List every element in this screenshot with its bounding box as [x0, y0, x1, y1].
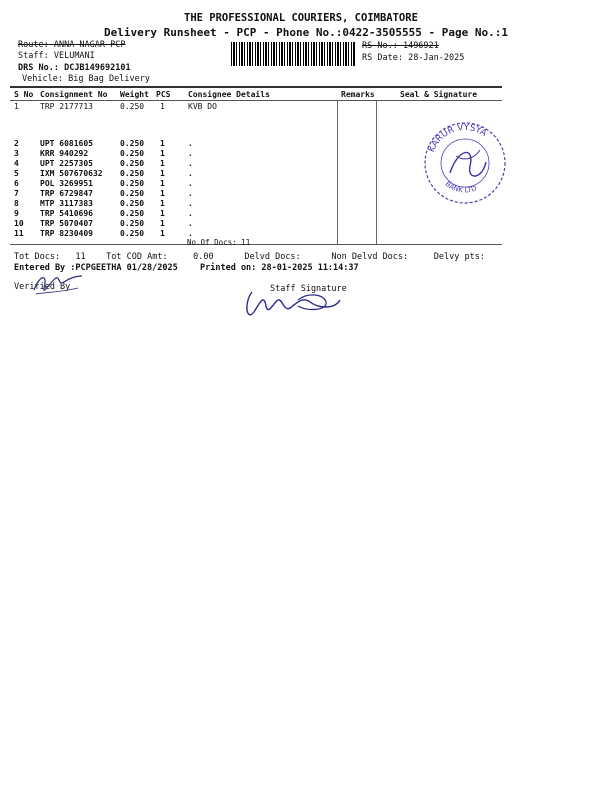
staff-signature-label: Staff Signature	[270, 284, 347, 294]
vehicle-line: Vehicle: Big Bag Delivery	[22, 74, 150, 84]
col-consignee: Consignee Details	[188, 90, 270, 99]
col-consignment: Consignment No	[40, 90, 108, 99]
col-sno: S No	[14, 90, 34, 99]
col-weight: Weight	[120, 90, 149, 99]
col-pcs: PCS	[156, 90, 171, 99]
col-remarks: Remarks	[341, 90, 375, 99]
runsheet-subtitle: Delivery Runsheet - PCP - Phone No.:0422-3505555 - Page No.:1	[104, 26, 508, 39]
table-top-border	[10, 86, 502, 88]
staff-line: Staff: VELUMANI	[18, 51, 95, 61]
no-of-docs: No.Of Docs: 11	[187, 238, 251, 247]
printed-on: Printed on: 28-01-2025 11:14:37	[200, 263, 359, 273]
remarks-divider	[337, 100, 338, 244]
col-seal: Seal & Signature	[400, 90, 478, 99]
svg-text:BANK LTD: BANK LTD	[443, 179, 478, 195]
barcode	[231, 42, 355, 66]
verifier-signature	[28, 270, 88, 298]
rs-date-line: RS Date: 28-Jan-2025	[362, 53, 465, 63]
bank-seal-stamp	[420, 118, 510, 208]
table-header-border	[10, 100, 502, 101]
svg-text:KARUR VYSYA: KARUR VYSYA	[427, 122, 489, 154]
drs-line: DRS No.: DCJB149692101	[18, 63, 131, 73]
entered-by: Entered By :PCPGEETHA 01/28/2025	[14, 263, 178, 273]
verified-by: Verified By	[14, 282, 71, 292]
company-title: THE PROFESSIONAL COURIERS, COIMBATORE	[184, 12, 418, 24]
staff-signature	[238, 282, 348, 328]
totals-line: Tot Docs: 11 Tot COD Amt: 0.00 Delvd Docs: Non Delvd Docs: Delvy pts:	[14, 252, 485, 262]
table-bottom-border	[10, 244, 502, 245]
seal-divider	[376, 100, 377, 244]
rs-no-line: RS No.: 1496921	[362, 41, 439, 51]
route-line: Route: ANNA NAGAR PCP	[18, 40, 126, 50]
